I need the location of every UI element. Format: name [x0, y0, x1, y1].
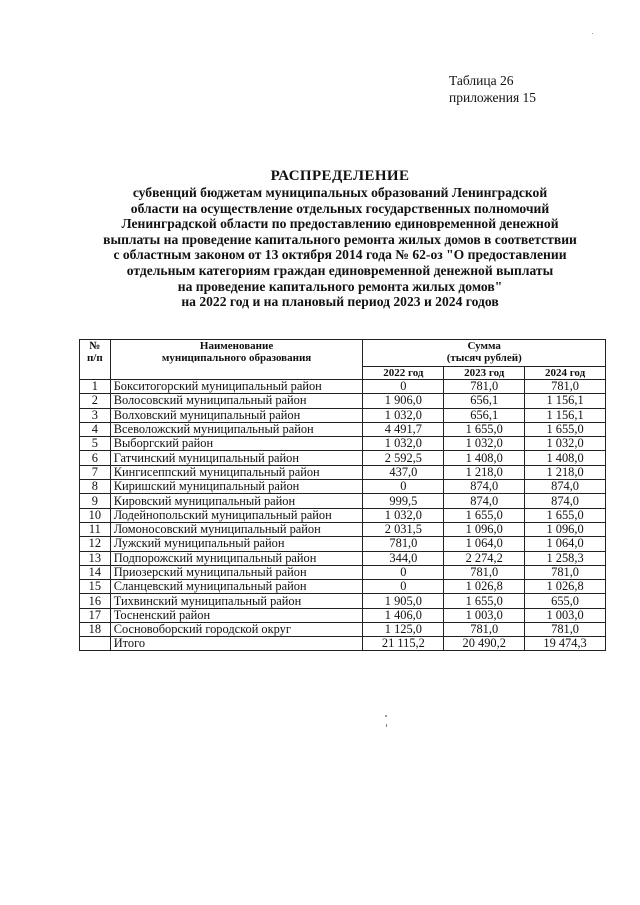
- table-row: [80, 580, 606, 594]
- row-value-2022: 0: [363, 580, 444, 594]
- row-value-2023: 1 655,0: [444, 508, 525, 522]
- row-number: 9: [80, 494, 111, 508]
- table-row: [80, 465, 606, 479]
- row-value-2023: 1 032,0: [444, 437, 525, 451]
- row-number: 12: [80, 537, 111, 551]
- document-title: [70, 168, 610, 310]
- table-row: [80, 522, 606, 536]
- row-value-2023: 656,1: [444, 408, 525, 422]
- row-municipality: Лужский муниципальный район: [110, 537, 363, 551]
- row-municipality: Тосненский район: [110, 608, 363, 622]
- table-row: [80, 422, 606, 436]
- row-number: 3: [80, 408, 111, 422]
- total-number-cell: [80, 637, 111, 651]
- title-line: на 2022 год и на плановый период 2023 и 2024 годов: [181, 294, 499, 310]
- table-row: [80, 494, 606, 508]
- row-value-2024: 874,0: [525, 494, 606, 508]
- row-number: 14: [80, 565, 111, 579]
- header-year-2023: 2023 год: [444, 367, 525, 380]
- row-municipality: Гатчинский муниципальный район: [110, 451, 363, 465]
- reference-table-number: Таблица 26: [449, 73, 514, 88]
- table-row: [80, 408, 606, 422]
- row-number: 4: [80, 422, 111, 436]
- row-value-2024: 1 156,1: [525, 394, 606, 408]
- row-municipality: Бокситогорский муниципальный район: [110, 380, 363, 394]
- row-number: 8: [80, 480, 111, 494]
- row-value-2024: 874,0: [525, 480, 606, 494]
- row-value-2024: 1 258,3: [525, 551, 606, 565]
- row-number: 18: [80, 623, 111, 637]
- row-number: 1: [80, 380, 111, 394]
- row-number: 11: [80, 522, 111, 536]
- row-number: 10: [80, 508, 111, 522]
- row-municipality: Выборгский район: [110, 437, 363, 451]
- title-line: выплаты на проведение капитального ремонта жилых домов в соответствии: [103, 231, 577, 247]
- row-value-2022: 1 032,0: [363, 408, 444, 422]
- row-municipality: Подпорожский муниципальный район: [110, 551, 363, 565]
- title-line: Ленинградской области по предоставлению единовременной денежной: [121, 216, 559, 232]
- total-value-2022: 21 115,2: [363, 637, 444, 651]
- header-year-2022: 2022 год: [363, 367, 444, 380]
- table-row: [80, 537, 606, 551]
- row-value-2023: 1 655,0: [444, 594, 525, 608]
- row-value-2022: 0: [363, 480, 444, 494]
- table-row: [80, 608, 606, 622]
- row-value-2022: 1 906,0: [363, 394, 444, 408]
- header-num-symbol: №: [89, 340, 101, 352]
- title-heading: РАСПРЕДЕЛЕНИЕ: [270, 168, 410, 184]
- scan-speck: [385, 715, 387, 717]
- row-municipality: Кировский муниципальный район: [110, 494, 363, 508]
- row-municipality: Лодейнопольский муниципальный район: [110, 508, 363, 522]
- row-value-2023: 1 655,0: [444, 422, 525, 436]
- scan-speck: [386, 724, 387, 727]
- row-value-2022: 344,0: [363, 551, 444, 565]
- row-value-2022: 1 032,0: [363, 437, 444, 451]
- row-municipality: Сосновоборский городской округ: [110, 623, 363, 637]
- row-value-2022: 0: [363, 565, 444, 579]
- row-value-2023: 781,0: [444, 623, 525, 637]
- row-value-2023: 656,1: [444, 394, 525, 408]
- row-value-2024: 1 655,0: [525, 508, 606, 522]
- row-value-2023: 781,0: [444, 380, 525, 394]
- row-value-2022: 4 491,7: [363, 422, 444, 436]
- row-value-2022: 1 406,0: [363, 608, 444, 622]
- row-value-2024: 781,0: [525, 380, 606, 394]
- title-description: [70, 185, 610, 310]
- table-body: [80, 380, 606, 651]
- title-line: области на осуществление отдельных государственных полномочий: [130, 200, 550, 216]
- row-value-2023: 1 096,0: [444, 522, 525, 536]
- row-municipality: Всеволожский муниципальный район: [110, 422, 363, 436]
- total-value-2024: 19 474,3: [525, 637, 606, 651]
- row-number: 2: [80, 394, 111, 408]
- row-value-2024: 781,0: [525, 565, 606, 579]
- row-number: 17: [80, 608, 111, 622]
- row-value-2022: 1 032,0: [363, 508, 444, 522]
- row-value-2024: 1 064,0: [525, 537, 606, 551]
- table-row: [80, 565, 606, 579]
- title-line: с областным законом от 13 октября 2014 года № 62-оз "О предоставлении: [113, 247, 567, 263]
- row-value-2022: 999,5: [363, 494, 444, 508]
- row-value-2023: 1 218,0: [444, 465, 525, 479]
- row-value-2022: 1 905,0: [363, 594, 444, 608]
- row-value-2023: 874,0: [444, 494, 525, 508]
- table-row: [80, 594, 606, 608]
- table-reference: [449, 72, 536, 106]
- total-value-2023: 20 490,2: [444, 637, 525, 651]
- row-value-2024: 655,0: [525, 594, 606, 608]
- header-year-2024: 2024 год: [525, 367, 606, 380]
- row-municipality: Ломоносовский муниципальный район: [110, 522, 363, 536]
- row-value-2023: 1 408,0: [444, 451, 525, 465]
- table-row: [80, 508, 606, 522]
- total-label: Итого: [110, 637, 363, 651]
- title-line: отдельным категориям граждан единовременной денежной выплаты: [126, 262, 554, 278]
- row-value-2022: 0: [363, 380, 444, 394]
- row-municipality: Сланцевский муниципальный район: [110, 580, 363, 594]
- row-value-2023: 1 064,0: [444, 537, 525, 551]
- scan-speck: [592, 33, 593, 34]
- table-row: [80, 551, 606, 565]
- row-value-2024: 1 026,8: [525, 580, 606, 594]
- row-value-2023: 874,0: [444, 480, 525, 494]
- row-value-2022: 2 031,5: [363, 522, 444, 536]
- row-value-2023: 2 274,2: [444, 551, 525, 565]
- row-municipality: Киришский муниципальный район: [110, 480, 363, 494]
- table-row: [80, 437, 606, 451]
- row-value-2022: 437,0: [363, 465, 444, 479]
- row-municipality: Кингисеппский муниципальный район: [110, 465, 363, 479]
- row-value-2024: 1 096,0: [525, 522, 606, 536]
- row-number: 15: [80, 580, 111, 594]
- row-municipality: Волховский муниципальный район: [110, 408, 363, 422]
- row-municipality: Волосовский муниципальный район: [110, 394, 363, 408]
- row-value-2024: 1 408,0: [525, 451, 606, 465]
- row-value-2023: 1 003,0: [444, 608, 525, 622]
- table-row: [80, 380, 606, 394]
- row-number: 13: [80, 551, 111, 565]
- table-row: [80, 394, 606, 408]
- header-sum-label: Сумма: [467, 340, 501, 352]
- title-line: субвенций бюджетам муниципальных образований Ленинградской: [132, 185, 548, 200]
- row-municipality: Приозерский муниципальный район: [110, 565, 363, 579]
- row-value-2024: 1 218,0: [525, 465, 606, 479]
- row-value-2022: 1 125,0: [363, 623, 444, 637]
- row-municipality: Тихвинский муниципальный район: [110, 594, 363, 608]
- row-number: 16: [80, 594, 111, 608]
- title-line: на проведение капитального ремонта жилых домов": [177, 278, 503, 294]
- row-value-2023: 1 026,8: [444, 580, 525, 594]
- row-value-2022: 781,0: [363, 537, 444, 551]
- header-name-line2: муниципального образования: [161, 352, 312, 364]
- row-value-2024: 1 655,0: [525, 422, 606, 436]
- table-row: [80, 480, 606, 494]
- header-municipality-name: [110, 340, 363, 380]
- row-value-2024: 1 003,0: [525, 608, 606, 622]
- reference-appendix-number: приложения 15: [449, 90, 537, 105]
- row-value-2024: 781,0: [525, 623, 606, 637]
- row-value-2022: 2 592,5: [363, 451, 444, 465]
- header-row-number: [80, 340, 111, 380]
- row-number: 5: [80, 437, 111, 451]
- row-number: 7: [80, 465, 111, 479]
- distribution-table: [79, 339, 606, 651]
- row-number: 6: [80, 451, 111, 465]
- header-sum: [363, 340, 606, 367]
- row-value-2023: 781,0: [444, 565, 525, 579]
- table-total-row: [80, 637, 606, 651]
- header-name-line1: Наименование: [199, 340, 274, 352]
- header-num-abbr: п/п: [86, 352, 103, 364]
- table-row: [80, 623, 606, 637]
- header-sum-unit: (тысяч рублей): [446, 352, 522, 364]
- row-value-2024: 1 032,0: [525, 437, 606, 451]
- row-value-2024: 1 156,1: [525, 408, 606, 422]
- table-row: [80, 451, 606, 465]
